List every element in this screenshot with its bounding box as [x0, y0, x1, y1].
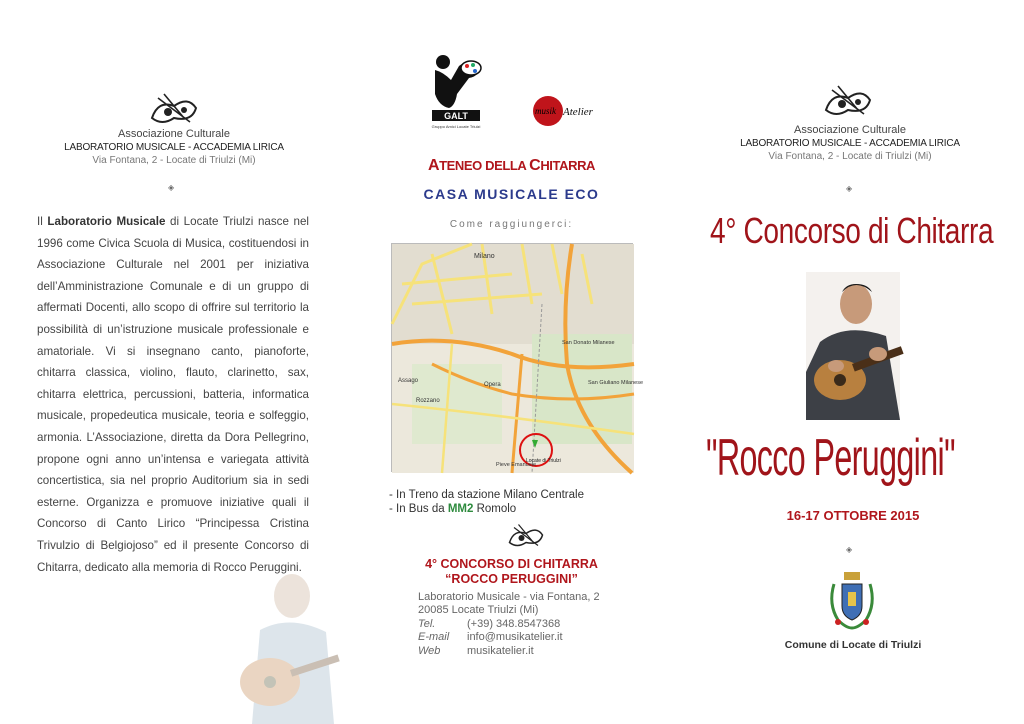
contact-tel [418, 618, 600, 631]
association-type: Associazione Culturale [794, 124, 906, 136]
galt-subtitle: Gruppo Amici Locate Triulzi [431, 124, 481, 129]
guitar-logo-icon [503, 520, 549, 550]
contact-address-2: 20085 Locate Triulzi (Mi) [418, 604, 539, 617]
ateneo-heading [341, 157, 682, 175]
competition-title-small [341, 557, 682, 587]
association-address: Via Fontana, 2 - Locate di Triulzi (Mi) [92, 155, 256, 166]
divider-ornament-2: ◈ [846, 545, 853, 554]
competition-line-1: 4° CONCORSO DI CHITARRA [425, 557, 598, 571]
municipality-name: Comune di Locate di Triulzi [784, 639, 922, 651]
intro-bold: Laboratorio Musicale [47, 215, 166, 228]
map-graphic [392, 244, 644, 473]
galt-label: GALT [444, 111, 468, 121]
atelier-label: Atelier [563, 106, 593, 118]
guitarist-photo [806, 272, 900, 420]
map-label-sdm: San Donato Milanese [562, 340, 615, 346]
association-name: LABORATORIO MUSICALE - ACCADEMIA LIRICA [740, 138, 960, 149]
ateneo-word: TENEO DELLA [439, 158, 530, 173]
association-description [37, 211, 309, 578]
competition-line-2: “ROCCO PERUGGINI” [445, 572, 578, 586]
association-header [720, 124, 980, 163]
faded-guitarist-image [230, 570, 340, 724]
left-panel [0, 0, 341, 724]
map-label-opera: Opera [484, 382, 501, 388]
competition-title: 4° Concorso di Chitarra [710, 210, 994, 251]
galt-logo [429, 50, 485, 130]
association-header [44, 128, 304, 167]
email-label: E-mail [418, 631, 450, 644]
event-date: 16-17 OTTOBRE 2015 [786, 508, 920, 523]
guitar-logo-icon [818, 80, 878, 120]
contact-address-1: Laboratorio Musicale - via Fontana, 2 [418, 591, 600, 603]
casa-musicale-heading: CASA MUSICALE ECO [423, 186, 600, 202]
right-panel [682, 0, 1024, 724]
travel-bus-prefix: - In Bus da [389, 503, 448, 515]
middle-panel [341, 0, 682, 724]
map-label-assago: Assago [398, 378, 419, 384]
email-value: info@musikatelier.it [467, 631, 563, 644]
ateneo-initial-a: A [427, 157, 440, 174]
directions-heading: Come raggiungerci: [449, 219, 574, 230]
contact-email [418, 631, 600, 644]
web-value: musikatelier.it [467, 644, 534, 657]
honoree-name: "Rocco Peruggini" [706, 429, 955, 487]
travel-mm2: MM2 [447, 503, 474, 515]
travel-bus-suffix: Romolo [473, 503, 517, 515]
association-address: Via Fontana, 2 - Locate di Triulzi (Mi) [768, 151, 932, 162]
ateneo-word-2: HITARRA [540, 158, 596, 173]
travel-bus [389, 502, 584, 516]
map-label-sgm: San Giuliano Milanese [588, 380, 644, 386]
musik-label: musik [535, 106, 556, 116]
musik-atelier-logo [531, 94, 611, 128]
location-map [391, 243, 644, 472]
map-label-locate: Locate di Triulzi [526, 458, 561, 464]
intro-text: di Locate Triulzi nasce nel 1996 come Civica Scuola di Musica, costituendosi in Associazione Culturale nel 2001 per iniziativa dell’Amministrazione Comunale e di un gruppo di affermati Docenti, allo scopo di offrire sul territorio la possibilità di un’istruzione musicale professionale e amatoriale. Vi si insegnano canto, pianoforte, chitarra classica, violino, flauto, clarinetto, sax, chitarra elettrica, percussioni, batteria, informatica musicale, propedeutica musicale, teoria e solfeggio, armonia. L’Associazione, diretta da Dora Pellegrino, propone ogni anno un’intensa e variegata attività concertistica, sia nel proprio Auditorium sia in sedi esterne. Organizza e promuove iniziative quali il Concorso di Canto Lirico “Principessa Cristina Trivulzio di Belgiojoso” ed il presente Concorso di Chitarra, dedicato alla memoria di Rocco Peruggini. [37, 215, 309, 574]
tel-value: (+39) 348.8547368 [467, 617, 561, 630]
ateneo-initial-c: C [529, 157, 541, 174]
travel-directions [389, 488, 584, 516]
contact-web [418, 645, 600, 658]
guitar-logo-icon [144, 88, 204, 128]
divider-ornament: ◈ [168, 183, 175, 192]
association-type: Associazione Culturale [118, 128, 230, 140]
map-label-milano: Milano [474, 253, 495, 260]
travel-train: - In Treno da stazione Milano Centrale [389, 489, 584, 501]
divider-ornament: ◈ [846, 184, 853, 193]
contact-block [418, 591, 600, 658]
web-label: Web [418, 644, 441, 657]
intro-prefix: Il [37, 215, 48, 228]
guitarist-illustration [806, 272, 900, 420]
municipality-crest-icon [824, 570, 880, 632]
association-name: LABORATORIO MUSICALE - ACCADEMIA LIRICA [64, 142, 284, 153]
map-label-pieve: Pieve Emanuele [496, 462, 537, 468]
map-label-rozzano: Rozzano [416, 398, 440, 404]
tel-label: Tel. [418, 617, 436, 630]
